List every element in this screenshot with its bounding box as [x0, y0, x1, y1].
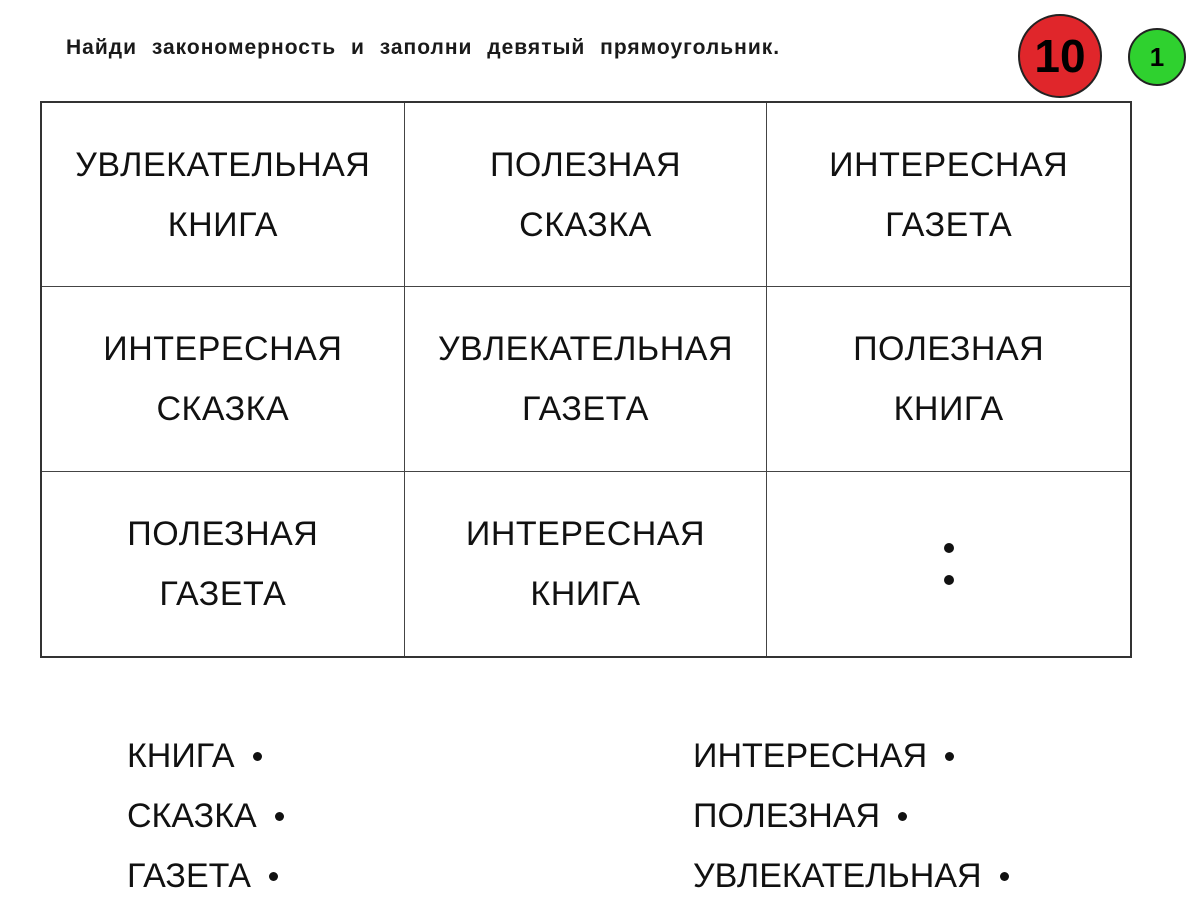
noun-option-label: ГАЗЕТА [127, 857, 251, 895]
grid-cell-2 [405, 103, 768, 287]
level-number: 1 [1149, 41, 1165, 72]
connection-dot[interactable] [253, 752, 262, 761]
noun-option-1[interactable] [127, 726, 284, 786]
noun-options [127, 726, 284, 906]
grid-cell-8 [405, 472, 768, 656]
answer-connection-points[interactable] [944, 543, 954, 585]
cell-noun: ГАЗЕТА [159, 574, 287, 613]
cell-noun: СКАЗКА [156, 389, 290, 428]
level-badge [1128, 28, 1186, 86]
cell-noun: ГАЗЕТА [522, 389, 649, 428]
connection-dot[interactable] [898, 812, 907, 821]
cell-adjective: УВЛЕКАТЕЛЬНАЯ [437, 329, 734, 368]
adjective-option-3[interactable] [693, 846, 1009, 906]
cell-noun: КНИГА [530, 574, 641, 613]
cell-noun: КНИГА [893, 389, 1004, 428]
adjective-option-label: ПОЛЕЗНАЯ [693, 797, 881, 835]
adjective-option-2[interactable] [693, 786, 1009, 846]
answer-dot-bottom[interactable] [944, 575, 954, 585]
noun-option-2[interactable] [127, 786, 284, 846]
cell-noun: СКАЗКА [519, 205, 652, 244]
cell-noun: КНИГА [167, 205, 278, 244]
adjective-option-1[interactable] [693, 726, 1009, 786]
cell-adjective: УВЛЕКАТЕЛЬНАЯ [75, 145, 371, 184]
task-instruction: Найди закономерность и заполни девятый прямоугольник. [66, 36, 781, 59]
task-number-badge [1018, 14, 1102, 98]
grid-cell-7 [42, 472, 405, 656]
noun-option-3[interactable] [127, 846, 284, 906]
cell-adjective: ПОЛЕЗНАЯ [489, 145, 682, 184]
noun-option-label: СКАЗКА [127, 797, 257, 835]
cell-adjective: ПОЛЕЗНАЯ [853, 329, 1045, 368]
pattern-grid [40, 101, 1132, 658]
answer-dot-top[interactable] [944, 543, 954, 553]
connection-dot[interactable] [945, 752, 954, 761]
cell-adjective: ИНТЕРЕСНАЯ [829, 145, 1069, 184]
grid-cell-6 [767, 287, 1130, 471]
adjective-option-label: ИНТЕРЕСНАЯ [693, 737, 928, 775]
cell-noun: ГАЗЕТА [885, 205, 1013, 244]
cell-adjective: ИНТЕРЕСНАЯ [103, 329, 343, 368]
grid-cell-5 [405, 287, 768, 471]
connection-dot[interactable] [269, 872, 278, 881]
grid-cell-4 [42, 287, 405, 471]
connection-dot[interactable] [275, 812, 284, 821]
adjective-options [693, 726, 1009, 906]
cell-adjective: ИНТЕРЕСНАЯ [465, 514, 706, 553]
cell-adjective: ПОЛЕЗНАЯ [127, 514, 319, 553]
task-number: 10 [1034, 30, 1086, 82]
adjective-option-label: УВЛЕКАТЕЛЬНАЯ [693, 857, 982, 895]
connection-dot[interactable] [1000, 872, 1009, 881]
noun-option-label: КНИГА [127, 737, 235, 775]
grid-cell-1 [42, 103, 405, 287]
answer-cell[interactable] [767, 472, 1130, 656]
grid-cell-3 [767, 103, 1130, 287]
